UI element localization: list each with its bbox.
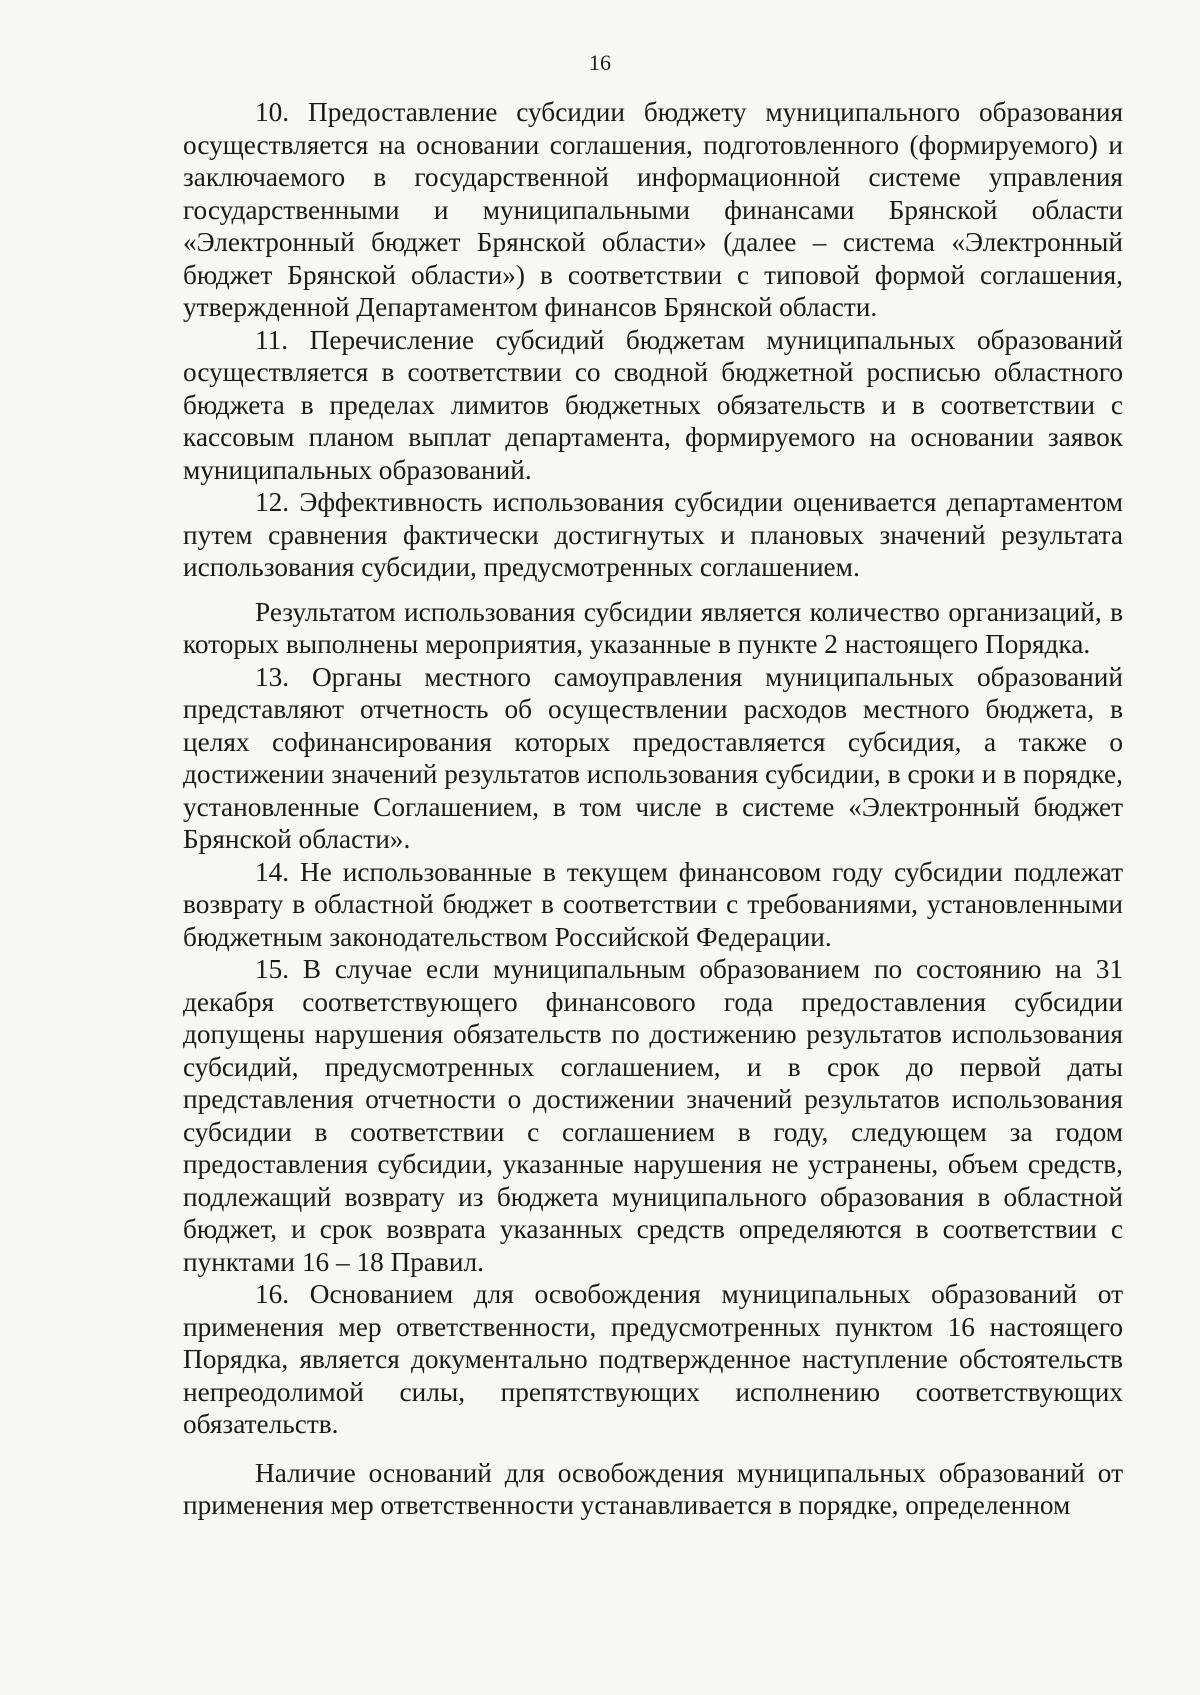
page-number: 16 — [589, 50, 611, 75]
paragraph-10: 10. Предоставление субсидии бюджету муниципального образования осуществляется на основании соглашения, подготовленного (формируемого) и заключаемого в государственной информационной системе управления государственными и муниципальными финансами Брянской области «Электронный бюджет Брянской области» (далее – система «Электронный бюджет Брянской области») в соответствии с типовой формой соглашения, утвержденной Департаментом финансов Брянской области. — [183, 97, 1123, 322]
paragraph-12: 12. Эффективность использования субсидии оценивается департаментом путем сравнения фактически достигнутых и плановых значений результата использования субсидии, предусмотренных соглашением. — [183, 487, 1123, 582]
paragraph-15: 15. В случае если муниципальным образованием по состоянию на 31 декабря соответствующего финансового года предоставления субсидии допущены нарушения обязательств по достижению результатов использования субсидий, предусмотренных соглашением, и в срок до первой даты представления отчетности о достижении значений результатов использования субсидии в соответствии с соглашением в году, следующем за годом предоставления субсидии, указанные нарушения не устранены, объем средств, подлежащий возврату из бюджета муниципального образования в областной бюджет, и срок возврата указанных средств определяются в соответствии с пунктами 16 – 18 Правил. — [183, 954, 1123, 1277]
document-body — [183, 96, 1123, 1522]
paragraph-11: 11. Перечисление субсидий бюджетам муниципальных образований осуществляется в соответствии со сводной бюджетной росписью областного бюджета в пределах лимитов бюджетных обязательств и в соответствии с кассовым планом выплат департамента, формируемого на основании заявок муниципальных образований. — [183, 324, 1123, 485]
paragraph-13: 13. Органы местного самоуправления муниципальных образований представляют отчетность об осуществлении расходов местного бюджета, в целях софинансирования которых предоставляется субсидия, а также о достижении значений результатов использования субсидии, в сроки и в порядке, установленные Соглашением, в том числе в системе «Электронный бюджет Брянской области». — [183, 661, 1123, 854]
paragraph-16: 16. Основанием для освобождения муниципальных образований от применения мер ответственности, предусмотренных пунктом 16 настоящего Порядка, является документально подтвержденное наступление обстоятельств непреодолимой силы, препятствующих исполнению соответствующих обязательств. — [183, 1279, 1123, 1439]
paragraph-14: 14. Не использованные в текущем финансовом году субсидии подлежат возврату в областной бюджет в соответствии с требованиями, установленными бюджетным законодательством Российской Федерации. — [183, 856, 1123, 952]
paragraph-12-result: Результатом использования субсидии является количество организаций, в которых выполнены мероприятия, указанные в пункте 2 настоящего Порядка. — [183, 596, 1123, 659]
paragraph-16-grounds: Наличие оснований для освобождения муниципальных образований от применения мер ответственности устанавливается в порядке, определенном — [183, 1457, 1123, 1520]
